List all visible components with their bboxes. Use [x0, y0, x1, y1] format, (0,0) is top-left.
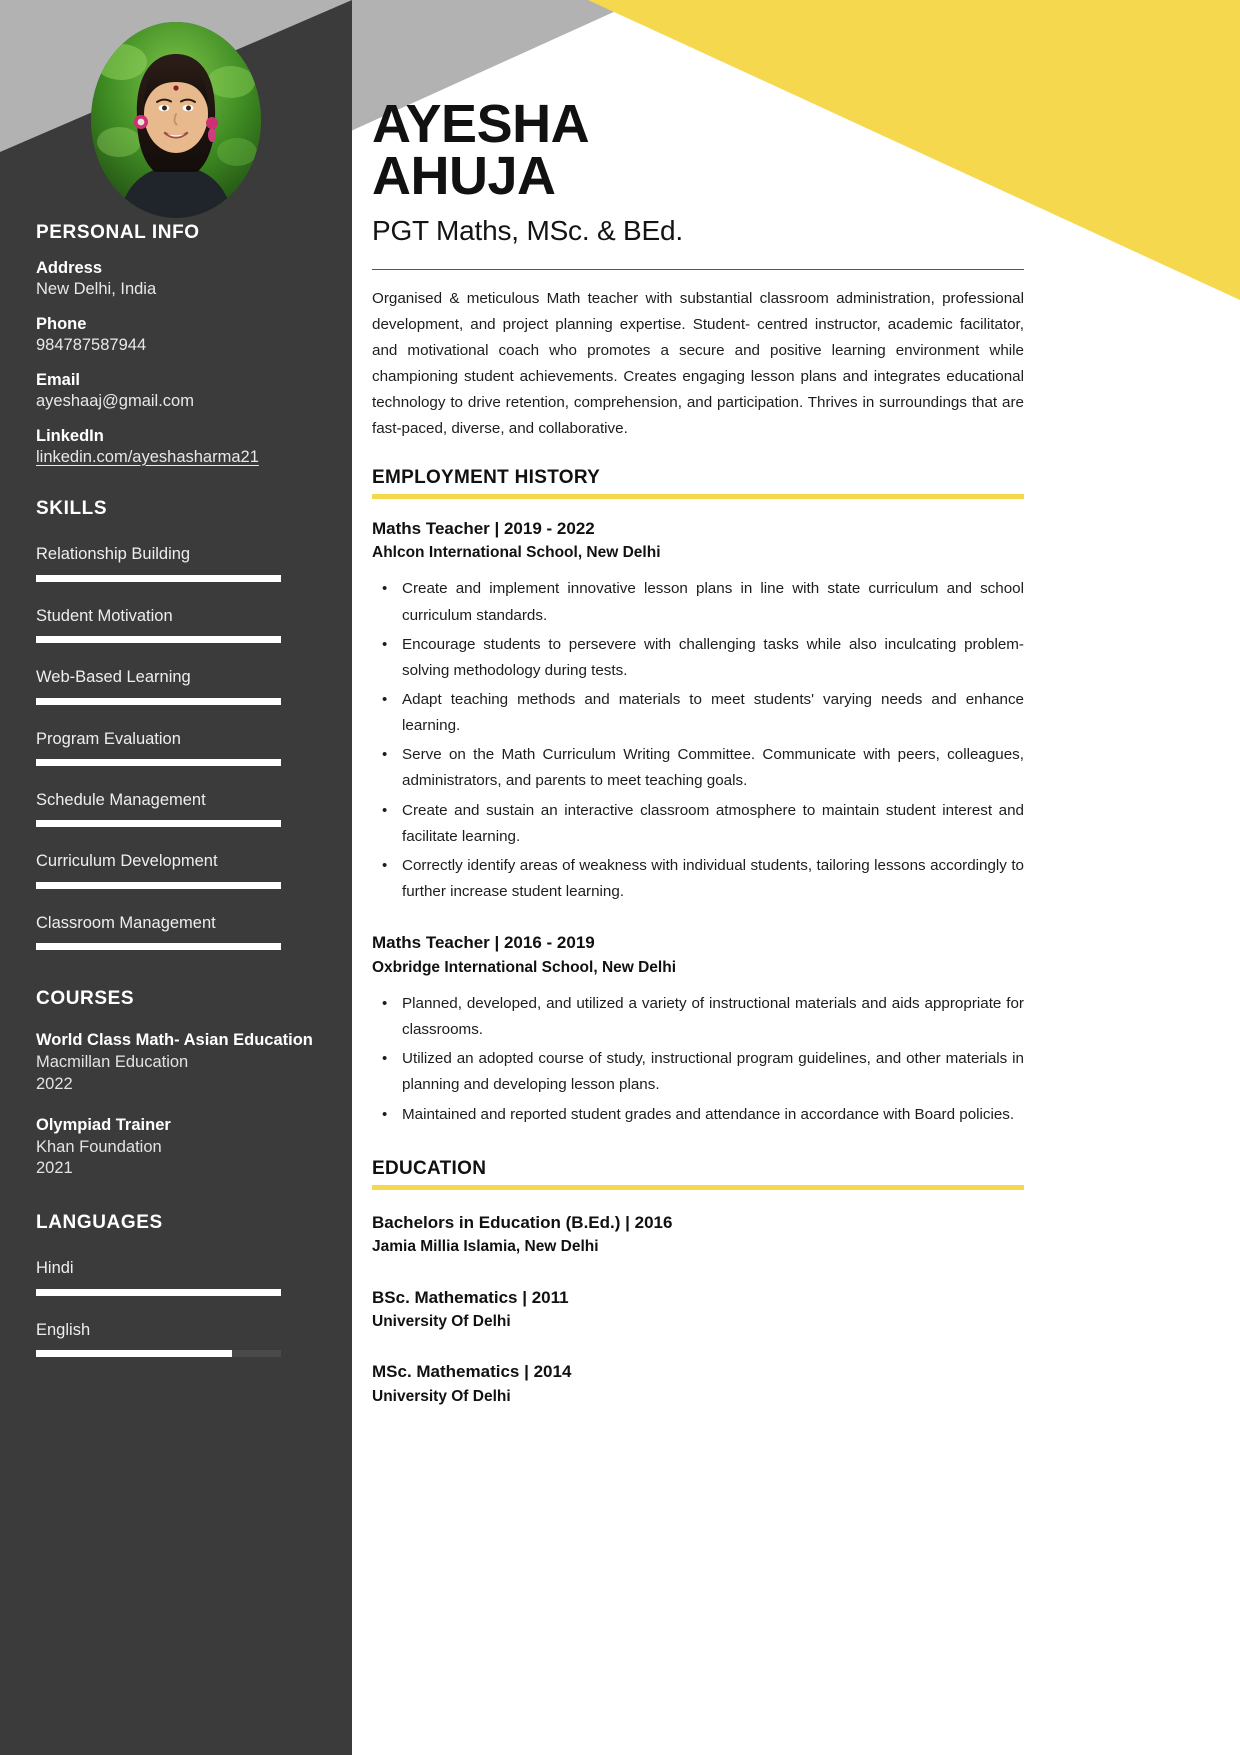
email-label: Email [36, 371, 81, 390]
education-entry [372, 1359, 1024, 1408]
job-entry [372, 517, 1024, 906]
personal-info-field-email [36, 370, 316, 412]
address-value: New Delhi, India [36, 279, 157, 298]
education-heading: EDUCATION [372, 1157, 487, 1179]
skill-item [36, 667, 316, 704]
education-entry [372, 1210, 1024, 1259]
language-bar-fill [36, 1350, 232, 1357]
job-title: PGT Maths, MSc. & BEd. [372, 214, 683, 246]
personal-info-heading: PERSONAL INFO [36, 222, 200, 243]
language-bar-track [36, 1289, 281, 1296]
job-responsibility: • Adapt teaching methods and materials to meet students' varying needs and enhance learning. [372, 687, 1024, 739]
skill-bar-track [36, 820, 281, 827]
skill-label: Relationship Building [36, 545, 191, 564]
course-title: Olympiad Trainer [36, 1116, 171, 1135]
professional-summary: Organised & meticulous Math teacher with substantial classroom administration, professional development, and project planning expertise. Student- centred instructor, academic facilitator, and motivational coach who promotes a secure and positive learning environment while championing student achievements. Creates engaging lesson plans and integrates educational technology to drive retention, comprehension, and participation. Thrives in surroundings that are fast-paced, diverse, and collaborative. [372, 289, 1024, 438]
skill-label: Classroom Management [36, 913, 216, 932]
job-responsibility: • Create and implement innovative lesson plans in line with state curriculum and school curriculum standards. [372, 576, 1024, 628]
courses-section [36, 988, 316, 1180]
skill-bar-track [36, 698, 281, 705]
personal-info-field-address [36, 258, 316, 300]
skill-item [36, 790, 316, 827]
skill-bar-fill [36, 820, 281, 827]
job-responsibility: • Planned, developed, and utilized a variety of instructional materials and aids appropriate for classrooms. [372, 991, 1024, 1043]
course-year: 2021 [36, 1159, 73, 1178]
languages-section [36, 1212, 316, 1357]
personal-info-field-phone [36, 314, 316, 356]
course-item [36, 1030, 316, 1095]
skill-label: Schedule Management [36, 791, 206, 809]
name-block [372, 0, 1024, 247]
sidebar-content [0, 0, 352, 1755]
skill-label: Web-Based Learning [36, 668, 191, 687]
skill-bar-fill [36, 698, 281, 705]
address-label: Address [36, 259, 103, 277]
skill-label: Program Evaluation [36, 729, 181, 748]
course-item [36, 1115, 316, 1180]
personal-info-field-linkedin [36, 426, 316, 468]
employment-history-accent-bar [372, 494, 1024, 499]
employment-history-section [372, 467, 1024, 1128]
skills-section [36, 498, 316, 950]
personal-info-list [36, 258, 316, 468]
skill-bar-track [36, 943, 281, 950]
skill-bar-track [36, 575, 281, 582]
job-responsibility-list [372, 991, 1024, 1128]
skills-heading: SKILLS [36, 498, 108, 520]
employment-history-heading: EMPLOYMENT HISTORY [372, 466, 601, 488]
personal-info-section [36, 222, 316, 468]
skill-item [36, 851, 316, 888]
job-responsibility: • Create and sustain an interactive classroom atmosphere to maintain student interest and facilitate learning. [372, 798, 1024, 850]
course-year: 2022 [36, 1074, 73, 1093]
language-label: Hindi [36, 1259, 74, 1278]
education-entry [372, 1285, 1024, 1334]
courses-heading: COURSES [36, 988, 135, 1010]
job-responsibility: • Maintained and reported student grades and attendance in accordance with Board policies. [372, 1102, 1024, 1128]
skill-bar-fill [36, 882, 281, 889]
language-bar-track [36, 1350, 281, 1357]
skill-item [36, 913, 316, 950]
skill-bar-fill [36, 943, 281, 950]
first-name: AYESHA [372, 94, 590, 154]
job-title-dates: Maths Teacher | 2019 - 2022 [372, 518, 595, 538]
header-divider [372, 269, 1024, 270]
job-employer: Ahlcon International School, New Delhi [372, 544, 661, 562]
skill-item [36, 729, 316, 766]
linkedin-url-link[interactable]: linkedin.com/ayeshasharma21 [36, 447, 259, 466]
skill-bar-fill [36, 575, 281, 582]
education-degree: BSc. Mathematics | 2011 [372, 1287, 569, 1307]
course-title: World Class Math- Asian Education [36, 1031, 313, 1050]
education-degree: Bachelors in Education (B.Ed.) | 2016 [372, 1212, 673, 1232]
education-section [372, 1158, 1024, 1408]
skill-label: Curriculum Development [36, 852, 218, 871]
language-item [36, 1258, 316, 1295]
last-name: AHUJA [372, 146, 556, 207]
education-school: University Of Delhi [372, 1387, 511, 1405]
job-employer: Oxbridge International School, New Delhi [372, 958, 677, 976]
education-degree: MSc. Mathematics | 2014 [372, 1362, 572, 1382]
course-organization: Khan Foundation [36, 1137, 162, 1156]
education-school: Jamia Millia Islamia, New Delhi [372, 1238, 599, 1256]
skill-bar-fill [36, 636, 281, 643]
course-organization: Macmillan Education [36, 1052, 189, 1071]
education-school: University Of Delhi [372, 1313, 511, 1331]
skill-item [36, 606, 316, 643]
email-value: ayeshaaj@gmail.com [36, 391, 194, 410]
language-item [36, 1320, 316, 1357]
skill-bar-track [36, 882, 281, 889]
main-column [372, 0, 1024, 1408]
phone-value: 984787587944 [36, 335, 147, 354]
job-responsibility: • Utilized an adopted course of study, instructional program guidelines, and other materials in planning and developing lesson plans. [372, 1046, 1024, 1098]
skill-bar-track [36, 759, 281, 766]
job-responsibility-list [372, 576, 1024, 905]
skill-bar-fill [36, 759, 281, 766]
job-responsibility: • Serve on the Math Curriculum Writing Committee. Communicate with peers, colleagues, administrators, and parents to meet teaching goals. [372, 742, 1024, 794]
job-responsibility: • Correctly identify areas of weakness with individual students, tailoring lessons accordingly to further increase student learning. [372, 853, 1024, 905]
skill-bar-track [36, 636, 281, 643]
language-label: English [36, 1320, 91, 1339]
skill-label: Student Motivation [36, 606, 173, 625]
job-responsibility: • Encourage students to persevere with challenging tasks while also inculcating problem-solving methodology during tests. [372, 632, 1024, 684]
skill-item [36, 544, 316, 581]
language-bar-fill [36, 1289, 281, 1296]
education-accent-bar [372, 1185, 1024, 1190]
linkedin-label: LinkedIn [36, 427, 104, 446]
languages-heading: LANGUAGES [36, 1212, 163, 1234]
phone-label: Phone [36, 315, 87, 334]
job-title-dates: Maths Teacher | 2016 - 2019 [372, 933, 595, 953]
job-entry [372, 931, 1024, 1128]
